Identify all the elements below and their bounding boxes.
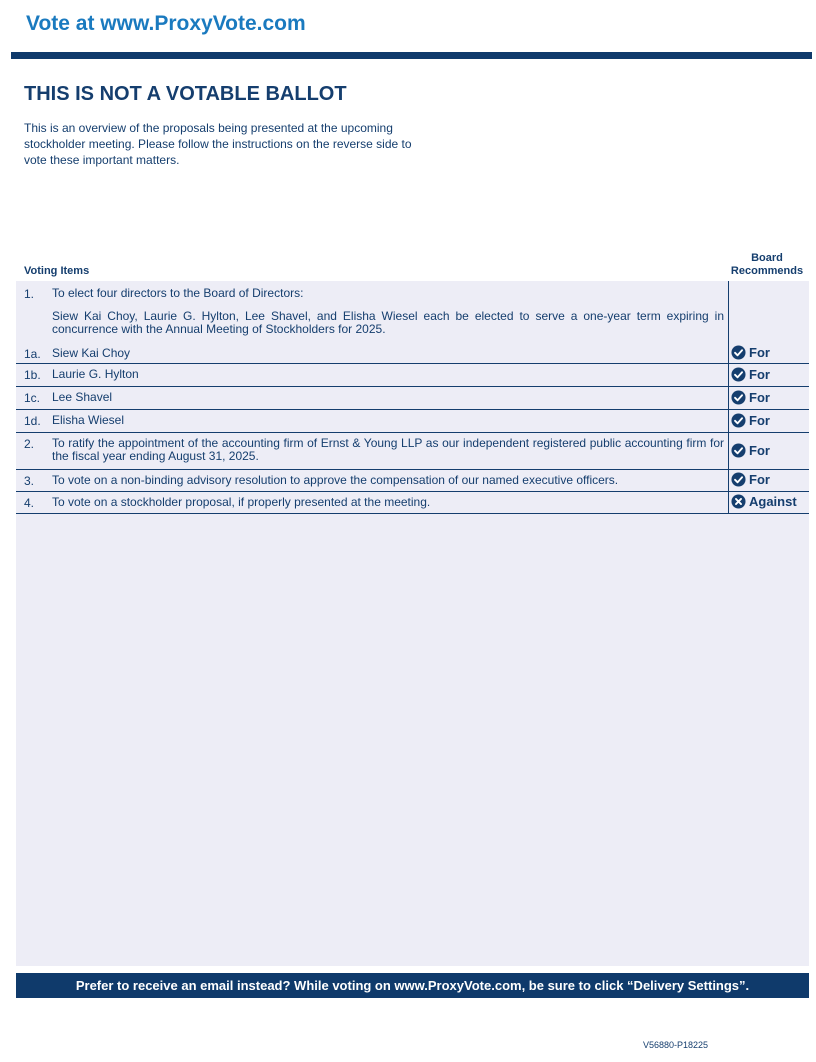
item-number: 4. — [24, 496, 35, 510]
recommendation-label: For — [749, 413, 770, 428]
ballot-heading: THIS IS NOT A VOTABLE BALLOT — [24, 83, 347, 105]
row-divider — [16, 492, 809, 514]
item-text: Siew Kai Choy — [52, 346, 131, 360]
row-divider — [16, 433, 809, 470]
proxyvote-title: Vote at www.ProxyVote.com — [26, 12, 306, 35]
item-text: Laurie G. Hylton — [52, 367, 139, 381]
item-number: 1a. — [24, 347, 41, 361]
item-text: Elisha Wiesel — [52, 413, 125, 427]
item-number: 1c. — [24, 391, 41, 405]
intro-text: This is an overview of the proposals being presented at the upcoming stockholder meeting. Please follow the instructions on the reverse side to vote these important matters. — [24, 121, 412, 167]
item-text: To ratify the appointment of the accounting firm of Ernst & Young LLP as our independent registered public accounting firm for the fiscal year ending August 31, 2025. — [52, 436, 724, 463]
recommendation-label: For — [749, 390, 770, 405]
item-number: 1d. — [24, 414, 41, 428]
row-divider — [16, 387, 809, 410]
voting-row-1 — [16, 281, 809, 343]
recommendation-label: For — [749, 443, 770, 458]
board-recommends-header — [726, 252, 808, 278]
delivery-settings-banner: Prefer to receive an email instead? While voting on www.ProxyVote.com, be sure to click “Delivery Settings”. — [16, 973, 809, 998]
item-number: 3. — [24, 474, 35, 488]
item-text: To vote on a stockholder proposal, if properly presented at the meeting. — [52, 495, 431, 509]
board-recommends-line2: Recommends — [730, 265, 804, 277]
row-divider — [16, 410, 809, 433]
board-recommends-line1: Board — [751, 252, 783, 264]
recommendation-label: For — [749, 472, 770, 487]
item-number: 2. — [24, 437, 35, 451]
item-number: 1. — [24, 287, 35, 301]
item-subtext: Siew Kai Choy, Laurie G. Hylton, Lee Shavel, and Elisha Wiesel each be elected to serve a one-year term expiring in concurrence with the Annual Meeting of Stockholders for 2025. — [52, 309, 724, 336]
document-code: V56880-P18225 — [642, 1040, 708, 1050]
row-divider — [16, 343, 809, 364]
recommendation-label: Against — [749, 494, 797, 509]
voting-items-header: Voting Items — [24, 265, 90, 277]
item-text: To elect four directors to the Board of Directors: — [52, 286, 304, 300]
item-text: To vote on a non-binding advisory resolution to approve the compensation of our named executive officers. — [52, 473, 619, 487]
header-rule — [11, 52, 812, 59]
recommendation-label: For — [749, 345, 770, 360]
row-divider — [16, 470, 809, 492]
recommendation-label: For — [749, 367, 770, 382]
item-text: Lee Shavel — [52, 390, 113, 404]
item-number: 1b. — [24, 368, 41, 382]
row-divider — [16, 364, 809, 387]
